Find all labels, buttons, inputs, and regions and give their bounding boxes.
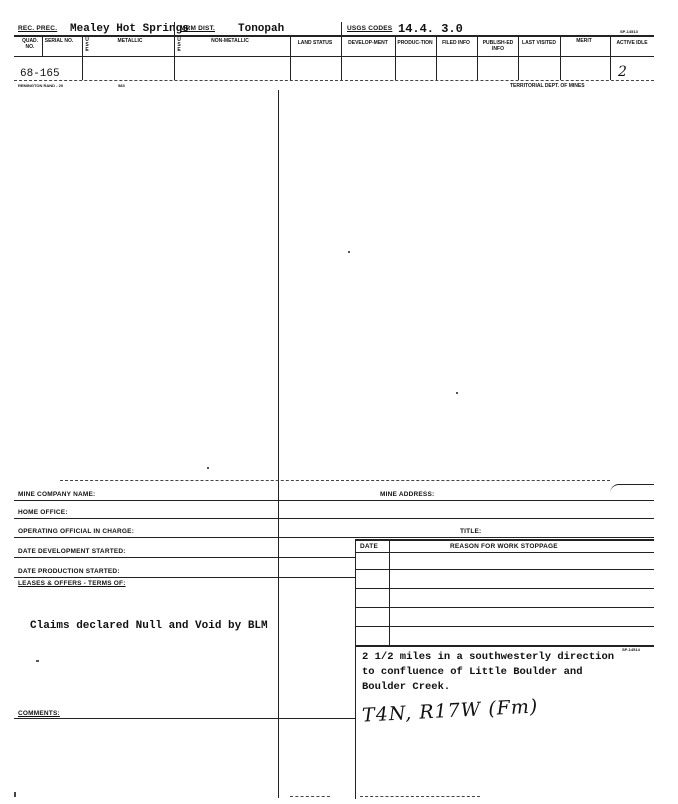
location-line-2: to confluence of Little Boulder and [362, 666, 583, 678]
center-divider [278, 90, 279, 798]
col-development: DEVELOP-MENT [348, 40, 388, 46]
speck [348, 251, 350, 253]
quad-value: 68-165 [20, 68, 60, 80]
usgs-codes-value: 14.4. 3.0 [398, 22, 463, 36]
speck [207, 467, 209, 469]
divider [82, 36, 83, 80]
col-active-idle: ACTIVE IDLE [616, 40, 648, 46]
mine-company-rule [14, 500, 654, 501]
bottom-dash [360, 796, 480, 797]
mrm-dist-label: MRM DIST. [180, 25, 216, 32]
speck [456, 392, 458, 394]
col-quad-no: QUAD. NO. [21, 38, 39, 50]
active-mark: 2 [618, 64, 627, 80]
operating-rule [14, 537, 654, 538]
divider [560, 36, 561, 80]
col-merit: MERIT [576, 38, 592, 44]
reason-row [355, 569, 654, 570]
mine-address-label: MINE ADDRESS: [380, 491, 435, 498]
header-rule [14, 35, 654, 37]
divider [341, 22, 342, 80]
col-production: PRODUC-TION [397, 40, 433, 46]
reason-row [355, 588, 654, 589]
territorial-dept: TERRITORIAL DEPT. OF MINES [510, 83, 585, 89]
location-line-3: Boulder Creek. [362, 681, 451, 693]
divider [395, 36, 396, 80]
col-metallic: METALLIC [117, 38, 143, 44]
mine-company-label: MINE COMPANY NAME: [18, 491, 96, 498]
speck [14, 792, 16, 797]
usgs-codes-label: USGS CODES [347, 25, 393, 32]
date-col-label: DATE [360, 543, 379, 550]
leases-label: LEASES & OFFERS - TERMS OF: [18, 580, 126, 587]
divider [518, 36, 519, 80]
divider [42, 36, 43, 56]
col-use: U S E [85, 37, 89, 53]
date-production-label: DATE PRODUCTION STARTED: [18, 568, 120, 575]
date-reason-top [355, 539, 654, 541]
divider [174, 22, 175, 80]
rec-prec-label: REC. PREC. [18, 25, 58, 32]
reason-col-label: REASON FOR WORK STOPPAGE [450, 543, 558, 550]
col-filed-info: FILED INFO [442, 40, 470, 46]
comments-label: COMMENTS: [18, 710, 60, 717]
speck [36, 660, 39, 662]
mrm-dist-value: Tonopah [238, 23, 285, 35]
date-reason-left [355, 539, 356, 799]
date-reason-mid [389, 539, 390, 645]
rec-prec-value: Mealey Hot Springs [70, 23, 189, 35]
remington-note: REMINGTON RAND - 20 [18, 83, 64, 88]
date-development-label: DATE DEVELOPMENT STARTED: [18, 548, 126, 555]
lower-top-dash [60, 480, 610, 481]
divider [290, 36, 291, 80]
date-prod-rule [14, 577, 355, 578]
row-rule [14, 80, 654, 81]
location-line-1: 2 1/2 miles in a southwesterly direction [362, 651, 615, 663]
col-serial-no: SERIAL NO. [44, 38, 74, 44]
bottom-dash [290, 796, 330, 797]
reason-bottom [355, 645, 654, 647]
handwritten-note: T4N, R17W (Fm) [361, 695, 539, 727]
divider [477, 36, 478, 80]
operating-official-label: OPERATING OFFICIAL IN CHARGE: [18, 528, 135, 535]
comments-rule [14, 718, 355, 719]
date-dev-rule [14, 557, 355, 558]
divider [436, 36, 437, 80]
col-last-visited: LAST VISITED [522, 40, 556, 46]
home-office-label: HOME OFFICE: [18, 509, 68, 516]
remington-code: 583 [118, 83, 125, 88]
col-use-2: U S E [177, 37, 181, 53]
reason-row [355, 626, 654, 627]
divider [610, 36, 611, 80]
reason-row [355, 607, 654, 608]
col-land-status: LAND STATUS [297, 40, 333, 46]
leases-text: Claims declared Null and Void by BLM [30, 620, 268, 632]
column-label-rule [14, 56, 654, 57]
col-published-info: PUBLISH-ED INFO [482, 40, 514, 52]
date-reason-head-rule [355, 552, 654, 553]
title-label: TITLE: [460, 528, 482, 535]
home-office-rule [14, 518, 654, 519]
form-number: SP-14513 [620, 29, 638, 34]
col-non-metallic: NON-METALLIC [211, 38, 249, 44]
form-number-2: SP-14514 [622, 647, 640, 652]
corner-curve [610, 484, 654, 493]
